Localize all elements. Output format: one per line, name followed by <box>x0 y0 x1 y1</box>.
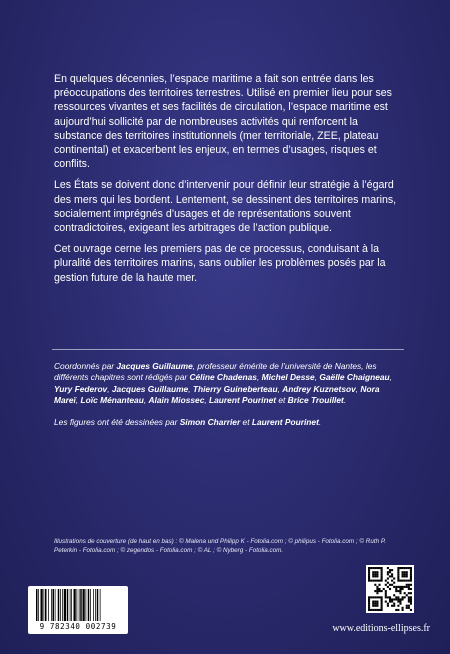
qr-module <box>372 573 374 575</box>
qr-module <box>395 596 397 598</box>
qr-module <box>376 601 378 603</box>
qr-module <box>410 609 412 611</box>
qr-module <box>406 571 408 573</box>
barcode-bar <box>48 589 49 621</box>
qr-module <box>389 571 391 573</box>
barcode-bar <box>45 589 47 621</box>
barcode-bar <box>86 589 87 621</box>
qr-module <box>408 580 410 582</box>
barcode-bar <box>100 589 101 621</box>
blurb-paragraph-3: Cet ouvrage cerne les premiers pas de ce processus, conduisant à la pluralité des territoires marins, sans oublier les problèmes posés par la gestion future de la haute mer. <box>54 243 386 284</box>
qr-module <box>381 596 383 598</box>
qr-module <box>410 573 412 575</box>
barcode-bar <box>53 589 55 621</box>
qr-module <box>387 567 389 569</box>
qr-module <box>397 569 399 571</box>
qr-module <box>376 603 378 605</box>
separator: , <box>188 383 193 394</box>
qr-module <box>399 592 401 594</box>
qr-module <box>410 603 412 605</box>
qr-module <box>372 567 374 569</box>
qr-module <box>372 596 374 598</box>
separator: , <box>204 395 210 406</box>
separator: , <box>314 372 320 383</box>
qr-module <box>395 588 397 590</box>
barcode-bar <box>93 589 94 621</box>
qr-module <box>404 580 406 582</box>
qr-module <box>397 605 399 607</box>
credits-authors <box>54 361 404 407</box>
barcode-bar <box>77 589 78 621</box>
qr-module <box>391 575 393 577</box>
qr-module <box>397 573 399 575</box>
author-name: Alain Miossec <box>148 395 205 406</box>
qr-module <box>381 569 383 571</box>
qr-module <box>387 573 389 575</box>
author-name: Laurent Pourinet <box>209 395 277 406</box>
blurb <box>54 72 404 292</box>
barcode-bar <box>79 589 80 621</box>
author-name: Thierry Guineberteau <box>192 383 278 394</box>
qr-module <box>397 571 399 573</box>
qr-module <box>368 577 370 579</box>
barcode-bar <box>60 589 61 621</box>
qr-module <box>378 567 380 569</box>
qr-module <box>397 586 399 588</box>
qr-module <box>408 592 410 594</box>
barcode-bar <box>36 589 38 621</box>
barcode-bar <box>58 589 60 621</box>
qr-module <box>402 607 404 609</box>
qr-module <box>372 603 374 605</box>
author-name: Michel Desse <box>261 372 315 383</box>
qr-module <box>408 605 410 607</box>
barcode-bar <box>83 589 85 621</box>
qr-module <box>374 580 376 582</box>
qr-module <box>376 573 378 575</box>
qr-module <box>395 598 397 600</box>
qr-module <box>402 609 404 611</box>
barcode-bar <box>90 589 91 621</box>
qr-module <box>381 577 383 579</box>
qr-module <box>385 592 387 594</box>
qr-module <box>389 596 391 598</box>
figures-author: Laurent Pourinet <box>251 416 319 427</box>
separator: . <box>318 416 322 427</box>
qr-module <box>372 605 374 607</box>
qr-module <box>393 582 395 584</box>
qr-module <box>399 601 401 603</box>
qr-module <box>376 575 378 577</box>
separator: , <box>355 383 361 394</box>
qr-module <box>381 609 383 611</box>
qr-module <box>374 605 376 607</box>
qr-module <box>385 594 387 596</box>
qr-module <box>378 584 380 586</box>
qr-module <box>408 586 410 588</box>
qr-module <box>408 584 410 586</box>
qr-module <box>381 575 383 577</box>
qr-module <box>381 607 383 609</box>
qr-module <box>368 569 370 571</box>
divider <box>52 349 404 350</box>
barcode-bar <box>62 589 63 621</box>
credits <box>54 361 404 438</box>
qr-module <box>387 586 389 588</box>
qr-module <box>378 590 380 592</box>
qr-module <box>389 588 391 590</box>
qr-module <box>410 601 412 603</box>
qr-module <box>374 571 376 573</box>
author-name: Andrey Kuznetsov <box>282 383 356 394</box>
qr-module <box>404 592 406 594</box>
qr-module <box>376 588 378 590</box>
qr-module <box>410 596 412 598</box>
qr-module <box>376 590 378 592</box>
qr-module <box>387 582 389 584</box>
qr-module <box>402 588 404 590</box>
author-name: Yury Federov <box>54 383 108 394</box>
author-name: Brice Trouillet <box>287 395 344 406</box>
barcode-digits: 9 782340 002739 <box>39 622 117 631</box>
separator: , <box>143 395 149 406</box>
qr-module <box>368 601 370 603</box>
qr-module <box>399 603 401 605</box>
qr-module <box>393 603 395 605</box>
qr-module <box>399 580 401 582</box>
qr-module <box>404 586 406 588</box>
qr-module <box>381 571 383 573</box>
qr-module <box>397 577 399 579</box>
barcode-bar <box>71 589 72 621</box>
author-name: Jacques Guillaume <box>111 383 189 394</box>
qr-module <box>385 584 387 586</box>
barcode <box>28 586 128 634</box>
qr-module <box>410 588 412 590</box>
qr-module <box>387 603 389 605</box>
qr-module <box>368 567 370 569</box>
separator: , <box>277 383 283 394</box>
qr-module <box>389 598 391 600</box>
qr-module <box>399 590 401 592</box>
qr-module <box>385 590 387 592</box>
qr-module <box>378 609 380 611</box>
author-name: Loïc Ménanteau <box>80 395 144 406</box>
qr-module <box>393 586 395 588</box>
qr-module <box>374 590 376 592</box>
qr-module <box>376 605 378 607</box>
qr-module <box>370 580 372 582</box>
blurb-paragraph-2: Les États se doivent donc d’intervenir pour définir leur stratégie à l’égard des mers qui les bordent. Lentement, se dessinent des territoires marins, socialement imprégnés d’usages et de représentations souvent contradictoires, exigeant les arbitrages de l’action publique. <box>54 179 397 235</box>
qr-module <box>368 605 370 607</box>
author-name: Céline Chadenas <box>189 372 257 383</box>
qr-module <box>376 592 378 594</box>
qr-module <box>406 584 408 586</box>
qr-module <box>408 601 410 603</box>
qr-module <box>381 603 383 605</box>
qr-module <box>404 567 406 569</box>
author-name: Gaëlle Chaigneau <box>319 372 390 383</box>
qr-module <box>372 601 374 603</box>
qr-module <box>376 580 378 582</box>
qr-module <box>397 575 399 577</box>
barcode-bar <box>70 589 71 621</box>
qr-module <box>406 567 408 569</box>
qr-module <box>374 609 376 611</box>
separator: et <box>276 395 288 406</box>
figures-prefix: Les figures ont été dessinées par <box>54 416 180 427</box>
qr-module <box>397 601 399 603</box>
barcode-bar <box>64 589 66 621</box>
qr-module <box>391 584 393 586</box>
qr-module <box>391 580 393 582</box>
qr-module <box>376 567 378 569</box>
qr-module <box>389 584 391 586</box>
qr-module <box>368 580 370 582</box>
qr-module <box>410 567 412 569</box>
separator: , <box>389 372 392 383</box>
qr-module <box>378 596 380 598</box>
qr-module <box>406 573 408 575</box>
qr-module <box>410 584 412 586</box>
coordinator-role: , professeur émérite de l’université de Nantes, les différents chapitres sont rédigés par <box>54 361 377 383</box>
qr-module <box>368 571 370 573</box>
qr-module <box>368 607 370 609</box>
qr-module <box>372 575 374 577</box>
qr-module <box>374 601 376 603</box>
qr-code <box>366 565 414 613</box>
qr-module <box>399 588 401 590</box>
qr-module <box>410 592 412 594</box>
barcode-bar <box>80 589 82 621</box>
qr-module <box>381 590 383 592</box>
separator: , <box>256 372 262 383</box>
qr-module <box>391 605 393 607</box>
qr-module <box>385 580 387 582</box>
qr-module <box>410 571 412 573</box>
qr-module <box>395 586 397 588</box>
separator: , <box>75 395 81 406</box>
qr-module <box>402 567 404 569</box>
barcode-bar <box>74 589 76 621</box>
separator: . <box>343 395 347 406</box>
qr-module <box>383 588 385 590</box>
qr-module <box>376 596 378 598</box>
qr-module <box>391 573 393 575</box>
qr-module <box>397 567 399 569</box>
qr-module <box>410 569 412 571</box>
blurb-paragraph-1: En quelques décennies, l’espace maritime a fait son entrée dans les préoccupations des territoires terrestres. Utilisé en premier lieu pour ses ressources vivantes et ses facilités de circulation, l’espace maritime est aujourd’hui sollicité par de nombreuses activités qui renforcent la substance des territoires institutionnels (mer territoriale, ZEE, plateau continental) et exacerbent les enjeux, en termes d’usages, risques et conflits. <box>54 73 392 171</box>
qr-module <box>372 609 374 611</box>
qr-module <box>389 569 391 571</box>
separator: , <box>107 383 112 394</box>
qr-module <box>368 609 370 611</box>
qr-module <box>374 573 376 575</box>
qr-module <box>406 594 408 596</box>
barcode-bar <box>41 589 43 621</box>
qr-module <box>397 609 399 611</box>
qr-module <box>368 598 370 600</box>
qr-module <box>402 571 404 573</box>
qr-module <box>410 598 412 600</box>
qr-module <box>397 580 399 582</box>
qr-module <box>399 586 401 588</box>
qr-module <box>378 580 380 582</box>
barcode-bar <box>88 589 90 621</box>
qr-module <box>389 601 391 603</box>
qr-module <box>395 609 397 611</box>
qr-module <box>402 573 404 575</box>
qr-module <box>387 571 389 573</box>
qr-module <box>368 575 370 577</box>
barcode-bar <box>44 589 45 621</box>
qr-module <box>374 596 376 598</box>
qr-module <box>395 590 397 592</box>
qr-module <box>404 573 406 575</box>
qr-module <box>387 577 389 579</box>
qr-module <box>387 605 389 607</box>
qr-module <box>406 586 408 588</box>
qr-module <box>370 567 372 569</box>
separator: et <box>240 416 252 427</box>
qr-module <box>404 575 406 577</box>
barcode-bar <box>51 589 52 621</box>
qr-module <box>376 609 378 611</box>
qr-module <box>391 598 393 600</box>
publisher-website: www.editions-ellipses.fr <box>332 623 430 634</box>
qr-module <box>376 586 378 588</box>
qr-module <box>406 605 408 607</box>
qr-module <box>404 596 406 598</box>
qr-module <box>410 575 412 577</box>
qr-module <box>389 575 391 577</box>
qr-module <box>399 598 401 600</box>
qr-module <box>368 603 370 605</box>
qr-module <box>406 575 408 577</box>
qr-module <box>393 598 395 600</box>
qr-module <box>399 567 401 569</box>
qr-module <box>376 571 378 573</box>
qr-module <box>385 601 387 603</box>
qr-module <box>372 571 374 573</box>
qr-code-pattern <box>368 567 412 611</box>
qr-module <box>408 607 410 609</box>
barcode-bar <box>38 589 39 621</box>
qr-module <box>381 601 383 603</box>
qr-module <box>368 573 370 575</box>
qr-module <box>408 567 410 569</box>
qr-module <box>402 598 404 600</box>
qr-module <box>381 580 383 582</box>
qr-module <box>410 580 412 582</box>
qr-module <box>408 598 410 600</box>
qr-module <box>374 584 376 586</box>
qr-module <box>391 569 393 571</box>
qr-module <box>408 596 410 598</box>
qr-module <box>402 575 404 577</box>
qr-module <box>374 567 376 569</box>
barcode-bar <box>97 589 99 621</box>
qr-module <box>393 605 395 607</box>
qr-module <box>406 580 408 582</box>
qr-module <box>397 590 399 592</box>
qr-module <box>385 596 387 598</box>
qr-module <box>410 577 412 579</box>
qr-module <box>391 601 393 603</box>
credits-figures <box>54 417 404 428</box>
qr-module <box>381 567 383 569</box>
coordinator-name: Jacques Guillaume <box>116 361 193 371</box>
author-name: Nora Mareï <box>54 383 380 406</box>
credits-prefix: Coordonnés par <box>54 361 117 371</box>
qr-module <box>370 596 372 598</box>
qr-module <box>393 577 395 579</box>
qr-module <box>370 609 372 611</box>
qr-module <box>381 598 383 600</box>
qr-module <box>406 607 408 609</box>
qr-module <box>402 586 404 588</box>
qr-module <box>372 580 374 582</box>
qr-module <box>393 594 395 596</box>
figures-author: Simon Charrier <box>179 416 241 427</box>
qr-module <box>374 575 376 577</box>
qr-module <box>387 596 389 598</box>
barcode-bars <box>36 589 120 621</box>
qr-module <box>402 596 404 598</box>
qr-module <box>397 598 399 600</box>
qr-module <box>408 588 410 590</box>
qr-module <box>404 571 406 573</box>
qr-module <box>378 588 380 590</box>
qr-module <box>402 580 404 582</box>
qr-module <box>381 605 383 607</box>
barcode-bar <box>95 589 96 621</box>
barcode-bar <box>55 589 56 621</box>
qr-module <box>374 603 376 605</box>
qr-module <box>381 573 383 575</box>
illustration-credits: Illustrations de couverture (de haut en bas) : © Malena und Philipp K - Fotolia.com ; © philipus - Fotolia.com ; © Ruth P. Peterkin - Fotolia.com ; © zegendos - Fotolia.com ; © AL ; © Nyberg - Fotolia.com. <box>54 538 386 554</box>
barcode-bar <box>67 589 69 621</box>
qr-module <box>397 596 399 598</box>
qr-module <box>368 596 370 598</box>
